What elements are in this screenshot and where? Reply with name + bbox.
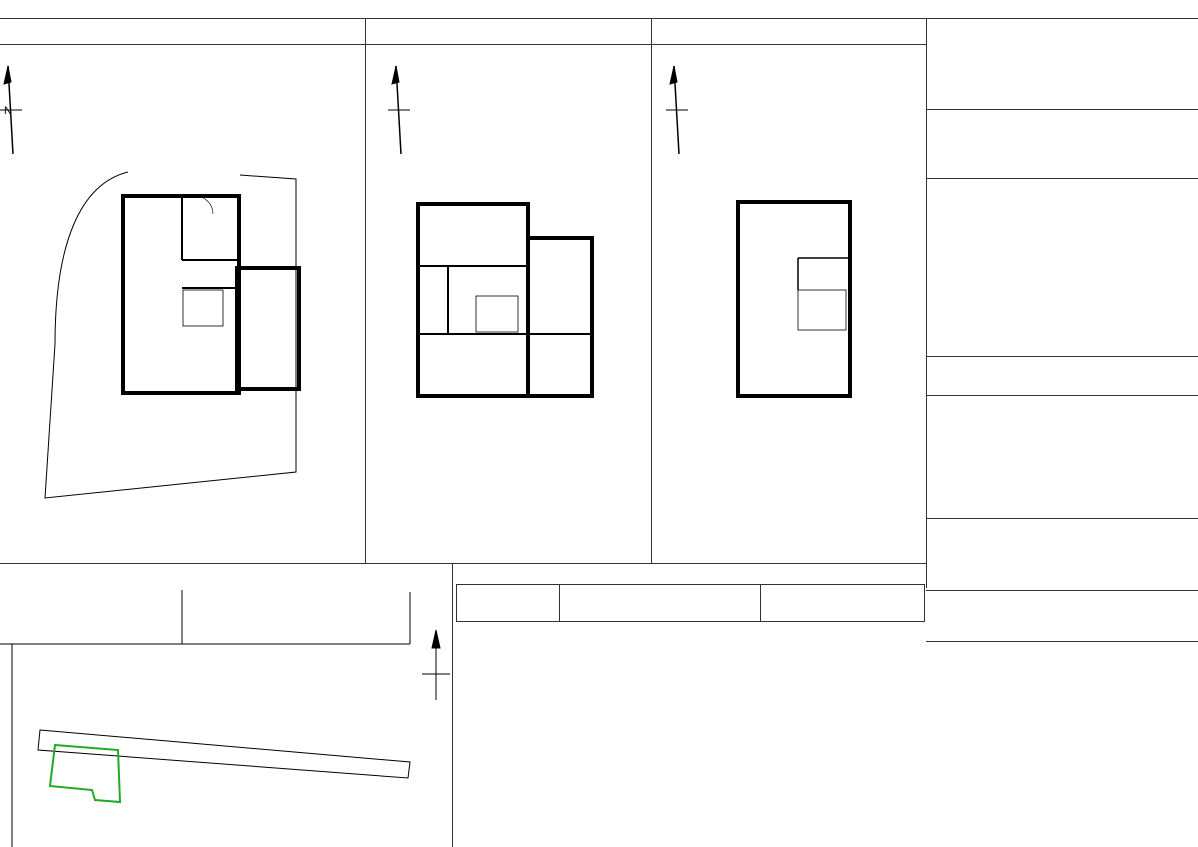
area-table: [456, 584, 925, 622]
room-poddasze: [753, 333, 803, 337]
north-arrow-icon: [388, 66, 410, 154]
north-arrow-icon: [666, 66, 688, 154]
mid-divider: [0, 563, 926, 564]
ground-floor-plan: [0, 44, 365, 562]
svg-text:N: N: [4, 105, 12, 117]
col-divider-3: [926, 18, 927, 588]
table-header: [560, 585, 761, 622]
garden: [130, 432, 250, 440]
table-header: [761, 585, 925, 622]
location-map: [0, 590, 450, 847]
table-header: [457, 585, 560, 622]
north-arrow-icon: [0, 66, 22, 154]
top-border: [0, 18, 1198, 19]
map-divider: [452, 563, 453, 847]
attic-plan: [652, 44, 926, 562]
north-arrow-icon: [422, 630, 450, 700]
first-floor-plan: [366, 44, 651, 562]
